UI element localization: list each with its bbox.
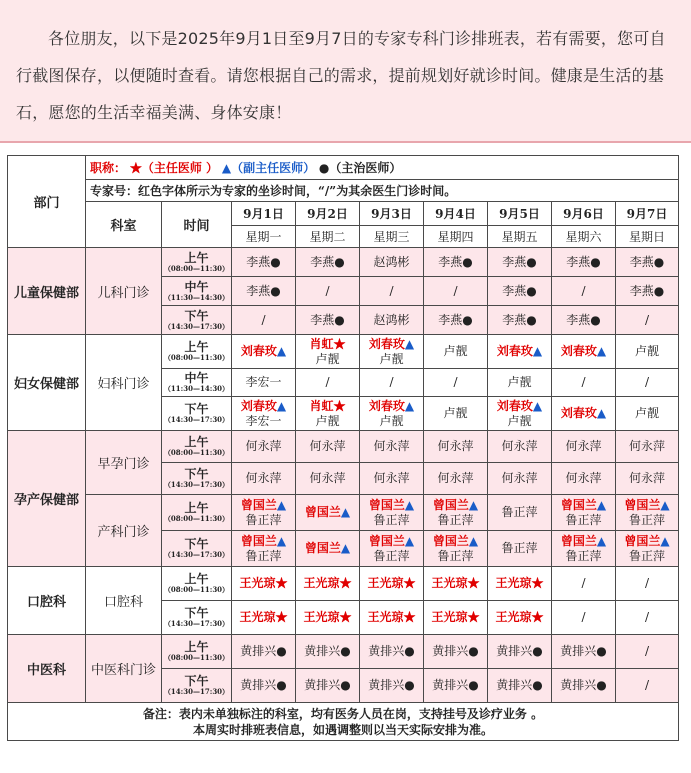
schedule-cell [488,397,552,431]
doctor-entry: 鲁正萍 [501,505,538,519]
schedule-cell [488,306,552,335]
footer-line-2: 本周实时排班表信息，如遇调整则以当天实际安排为准。 [192,722,493,737]
time-range: （11:30—14:30） [163,384,230,393]
schedule-cell [488,601,552,635]
doctor-entry: 卢靓 [315,351,340,366]
doctor-entry: 鲁正萍 [501,541,538,555]
time-slot-am [162,495,232,531]
time-range: （14:30—17:30） [163,480,230,489]
time-range: （14:30—17:30） [163,415,230,424]
schedule-table [7,155,679,741]
schedule-cell [488,369,552,397]
schedule-cell [552,567,616,601]
doctor-entry: 黄排兴● [432,644,479,658]
doctor-entry: 何永萍 [565,471,602,485]
doctor-entry: 鲁正萍 [565,548,602,563]
schedule-cell [360,567,424,601]
intro-banner [0,0,691,143]
schedule-cell [232,277,296,306]
clinic-label: 妇科门诊 [86,335,162,431]
schedule-cell [616,635,679,669]
schedule-cell [616,669,679,703]
time-label: 中午 [184,279,209,294]
doctor-entry: 李宏一 [245,413,282,428]
time-label: 下午 [184,308,209,323]
doctor-entry: 刘春玫▲ [240,398,287,413]
date-header: 9月3日 [360,202,424,226]
doctor-entry: 李燕● [310,254,345,269]
schedule-cell [232,601,296,635]
time-label: 上午 [184,640,209,654]
date-header: 9月7日 [616,202,679,226]
time-range: （14:30—17:30） [163,687,230,696]
schedule-cell [360,531,424,567]
legend-star: ★（主任医师 ） [129,161,219,175]
schedule-cell [488,567,552,601]
doctor-entry: 曾国兰▲ [624,533,670,548]
schedule-cell [616,567,679,601]
legend-dot: ●（主治医师） [318,161,402,175]
schedule-cell [360,495,424,531]
doctor-entry: 何永萍 [628,439,665,453]
date-header: 9月6日 [552,202,616,226]
doctor-entry: 黄排兴● [560,678,607,692]
doctor-entry: 鲁正萍 [373,512,410,527]
schedule-cell [488,531,552,567]
schedule-cell [552,335,616,369]
department-label: 中医科 [8,635,86,703]
doctor-entry: 何永萍 [373,439,410,453]
schedule-cell [360,397,424,431]
doctor-entry: / [644,375,650,389]
clinic-label: 中医科门诊 [86,635,162,703]
doctor-entry: / [581,283,586,298]
schedule-cell [232,531,296,567]
time-slot-pm [162,669,232,703]
doctor-entry: 鲁正萍 [437,512,474,527]
time-slot-noon [162,369,232,397]
doctor-entry: 曾国兰▲ [368,533,415,548]
doctor-entry: 卢靓 [443,406,468,420]
schedule-cell [232,397,296,431]
schedule-cell [360,669,424,703]
schedule-cell [360,431,424,463]
schedule-cell [232,431,296,463]
time-range: （08:00—11:30） [163,653,230,662]
doctor-entry: / [581,375,586,389]
time-range: （11:30—14:30） [163,292,230,302]
weekday-header: 星期四 [424,226,488,248]
schedule-cell [488,495,552,531]
schedule-cell [424,601,488,635]
schedule-cell [616,277,679,306]
date-header: 9月2日 [296,202,360,226]
doctor-entry: 王光琼★ [495,610,544,624]
schedule-cell [360,601,424,635]
doctor-entry: 王光琼★ [303,610,352,624]
doctor-entry: 李燕● [629,254,665,269]
doctor-entry: / [325,375,330,389]
doctor-entry: 卢靓 [507,413,532,428]
doctor-entry: 曾国兰▲ [432,497,479,512]
doctor-entry: / [581,610,586,624]
doctor-entry: 刘春玫▲ [240,344,287,358]
legend-title-row [86,156,679,180]
doctor-entry: 鲁正萍 [437,548,474,563]
date-header: 9月4日 [424,202,488,226]
doctor-entry: 何永萍 [565,439,602,453]
schedule-cell [616,495,679,531]
schedule-cell [424,669,488,703]
doctor-entry: 曾国兰▲ [368,497,415,512]
doctor-entry: 鲁正萍 [245,512,282,527]
schedule-cell [360,277,424,306]
schedule-cell [552,431,616,463]
schedule-cell [424,397,488,431]
doctor-entry: / [581,576,586,590]
time-range: （14:30—17:30） [163,619,230,628]
doctor-entry: 卢靓 [634,344,659,358]
weekday-header: 星期三 [360,226,424,248]
schedule-cell [424,248,488,277]
clinic-label: 早孕门诊 [86,431,162,495]
doctor-entry: 何永萍 [501,471,538,485]
schedule-cell [488,277,552,306]
doctor-entry: 肖虹★ [309,398,346,413]
schedule-cell [488,669,552,703]
doctor-entry: 何永萍 [437,471,474,485]
doctor-entry: 李燕● [438,254,473,269]
schedule-cell [232,495,296,531]
schedule-cell [232,567,296,601]
doctor-entry: 卢靓 [443,344,468,358]
doctor-entry: 卢靓 [507,375,532,389]
schedule-cell [296,463,360,495]
schedule-cell [552,369,616,397]
schedule-cell [424,277,488,306]
time-slot-am [162,567,232,601]
time-range: （14:30—17:30） [163,321,230,331]
schedule-cell [360,635,424,669]
time-slot-am [162,248,232,277]
schedule-cell [552,248,616,277]
doctor-entry: / [644,644,650,658]
date-header: 9月1日 [232,202,296,226]
time-slot-am [162,335,232,369]
doctor-entry: 曾国兰▲ [560,533,607,548]
doctor-entry: 肖虹★ [309,336,346,351]
doctor-entry: 王光琼★ [367,576,416,590]
doctor-entry: 王光琼★ [303,576,352,590]
doctor-entry: 李燕● [502,254,537,269]
doctor-entry: 曾国兰▲ [304,505,351,519]
time-header: 时间 [162,202,232,248]
keshi-header: 科室 [86,202,162,248]
doctor-entry: 李燕● [502,312,537,327]
schedule-cell [424,306,488,335]
schedule-cell [296,669,360,703]
schedule-cell [424,567,488,601]
doctor-entry: 何永萍 [501,439,538,453]
doctor-entry: 李宏一 [245,375,282,389]
schedule-cell [552,397,616,431]
doctor-entry: 刘春玫▲ [560,406,607,420]
doctor-entry: 刘春玫▲ [368,398,415,413]
doctor-entry: 鲁正萍 [565,512,602,527]
schedule-cell [296,635,360,669]
doctor-entry: 李燕● [629,283,665,298]
schedule-cell [552,531,616,567]
doctor-entry: 卢靓 [379,351,404,366]
schedule-cell [616,397,679,431]
schedule-cell [360,306,424,335]
doctor-entry: 曾国兰▲ [560,497,607,512]
time-slot-pm [162,463,232,495]
schedule-cell [360,369,424,397]
time-slot-noon [162,277,232,306]
doctor-entry: 何永萍 [245,471,282,485]
schedule-cell [232,335,296,369]
time-slot-pm [162,531,232,567]
time-label: 中午 [184,371,209,385]
doctor-entry: / [325,283,330,298]
schedule-cell [552,306,616,335]
department-label: 妇女保健部 [8,335,86,431]
schedule-cell [296,397,360,431]
time-range: （08:00—11:30） [163,514,230,523]
schedule-cell [552,495,616,531]
doctor-entry: 曾国兰▲ [240,497,287,512]
doctor-entry: 黄排兴● [560,644,607,658]
doctor-entry: 刘春玫▲ [496,398,543,413]
time-range: （08:00—11:30） [163,448,230,457]
doctor-entry: 王光琼★ [239,576,288,590]
doctor-entry: / [389,375,394,389]
time-label: 上午 [184,572,209,586]
schedule-cell [424,463,488,495]
weekday-header: 星期六 [552,226,616,248]
doctor-entry: 黄排兴● [368,678,415,692]
doctor-entry: 卢靓 [379,413,404,428]
time-label: 上午 [184,435,209,449]
clinic-label: 儿科门诊 [86,248,162,335]
doctor-entry: 黄排兴● [496,678,543,692]
schedule-cell [232,306,296,335]
clinic-label: 口腔科 [86,567,162,635]
department-label: 口腔科 [8,567,86,635]
schedule-cell [232,635,296,669]
doctor-entry: 王光琼★ [239,610,288,624]
schedule-cell [232,248,296,277]
schedule-cell [616,248,679,277]
schedule-cell [296,306,360,335]
doctor-entry: 李燕● [566,254,601,269]
doctor-entry: 刘春玫▲ [496,344,543,358]
schedule-cell [616,306,679,335]
schedule-cell [296,431,360,463]
doctor-entry: 赵鸿彬 [373,254,410,269]
doctor-entry: / [644,678,650,692]
department-label: 孕产保健部 [8,431,86,567]
doctor-entry: 鲁正萍 [628,512,665,527]
doctor-entry: 王光琼★ [367,610,416,624]
doctor-entry: 李燕● [246,254,281,269]
doctor-entry: 李燕● [502,283,537,298]
doctor-entry: 曾国兰▲ [432,533,479,548]
doctor-entry: 何永萍 [245,439,282,453]
doctor-entry: 黄排兴● [304,644,351,658]
doctor-entry: 黄排兴● [304,678,351,692]
schedule-cell [488,248,552,277]
doctor-entry: 鲁正萍 [628,548,665,563]
time-slot-pm [162,306,232,335]
doctor-entry: 卢靓 [634,406,659,420]
schedule-cell [488,463,552,495]
schedule-cell [552,669,616,703]
legend-note: 专家号：红色字体所示为专家的坐诊时间，“/”为其余医生门诊时间。 [86,180,679,202]
schedule-cell [616,463,679,495]
time-label: 下午 [184,467,209,481]
schedule-cell [296,495,360,531]
schedule-cell [424,531,488,567]
weekday-header: 星期日 [616,226,679,248]
doctor-entry: / [644,576,650,590]
schedule-cell [552,277,616,306]
doctor-entry: 李燕● [246,283,281,298]
weekday-header: 星期一 [232,226,296,248]
schedule-cell [360,248,424,277]
legend-title: 职称： [90,161,127,175]
time-label: 上午 [184,250,209,265]
schedule-cell [552,635,616,669]
schedule-cell [488,335,552,369]
time-slot-pm [162,601,232,635]
time-label: 下午 [184,402,209,416]
doctor-entry: 卢靓 [315,413,340,428]
doctor-entry: 何永萍 [309,471,346,485]
schedule-cell [616,531,679,567]
doctor-entry: 黄排兴● [368,644,415,658]
doctor-entry: / [644,610,650,624]
doctor-entry: 王光琼★ [431,576,480,590]
schedule-cell [552,601,616,635]
footer-line-1: 备注：表内未单独标注的科室，均有医务人员在岗，支持挂号及诊疗业务 。 [142,706,544,721]
doctor-entry: 曾国兰▲ [240,533,287,548]
doctor-entry: 何永萍 [309,439,346,453]
schedule-cell [296,567,360,601]
doctor-entry: 曾国兰▲ [624,497,670,512]
schedule-cell [296,335,360,369]
doctor-entry: 何永萍 [437,439,474,453]
doctor-entry: 何永萍 [628,471,665,485]
time-label: 上午 [184,501,209,515]
schedule-cell [296,369,360,397]
doctor-entry: / [389,283,394,298]
schedule-cell [296,277,360,306]
schedule-cell [488,431,552,463]
time-label: 下午 [184,537,209,551]
schedule-cell [232,669,296,703]
time-slot-am [162,635,232,669]
department-label: 儿童保健部 [8,248,86,335]
time-slot-pm [162,397,232,431]
schedule-cell [424,431,488,463]
footer-note [8,703,679,741]
doctor-entry: / [644,312,650,327]
doctor-entry: 王光琼★ [495,576,544,590]
schedule-cell [296,248,360,277]
doctor-entry: / [453,375,458,389]
doctor-entry: 黄排兴● [240,644,287,658]
schedule-cell [616,601,679,635]
doctor-entry: 曾国兰▲ [304,541,351,555]
time-label: 上午 [184,340,209,354]
schedule-cell [488,635,552,669]
schedule-cell [616,431,679,463]
doctor-entry: 何永萍 [373,471,410,485]
doctor-entry: 刘春玫▲ [368,336,415,351]
doctor-entry: 李燕● [438,312,473,327]
schedule-cell [424,495,488,531]
schedule-cell [424,369,488,397]
doctor-entry: 王光琼★ [431,610,480,624]
schedule-cell [424,335,488,369]
schedule-cell [296,531,360,567]
time-range: （08:00—11:30） [163,585,230,594]
schedule-cell [296,601,360,635]
clinic-label: 产科门诊 [86,495,162,567]
doctor-entry: / [261,312,266,327]
doctor-entry: 刘春玫▲ [560,344,607,358]
date-header: 9月5日 [488,202,552,226]
legend-triangle: ▲（副主任医师） [221,161,316,175]
time-label: 下午 [184,674,209,688]
weekday-header: 星期五 [488,226,552,248]
doctor-entry: 黄排兴● [496,644,543,658]
doctor-entry: 鲁正萍 [245,548,282,563]
intro-text: 各位朋友，以下是2025年9月1日至9月7日的专家专科门诊排班表，若有需要，您可自行截图保存，以便随时查看。请您根据自己的需求，提前规划好就诊时间。健康是生活的基石，愿您的生活幸福美满、身体安康！ [16,29,666,122]
doctor-entry: 黄排兴● [432,678,479,692]
schedule-cell [616,335,679,369]
weekday-header: 星期二 [296,226,360,248]
doctor-entry: 黄排兴● [240,678,287,692]
time-slot-am [162,431,232,463]
dept-header: 部门 [8,156,86,248]
schedule-cell [424,635,488,669]
doctor-entry: / [453,283,458,298]
doctor-entry: 赵鸿彬 [373,312,410,327]
doctor-entry: 李燕● [310,312,345,327]
time-range: （14:30—17:30） [163,550,230,559]
schedule-cell [616,369,679,397]
schedule-cell [232,463,296,495]
time-label: 下午 [184,606,209,620]
time-range: （08:00—11:30） [163,263,230,273]
schedule-cell [232,369,296,397]
schedule-cell [360,463,424,495]
schedule-cell [360,335,424,369]
time-range: （08:00—11:30） [163,353,230,362]
doctor-entry: 鲁正萍 [373,548,410,563]
doctor-entry: 李燕● [566,312,601,327]
schedule-cell [552,463,616,495]
